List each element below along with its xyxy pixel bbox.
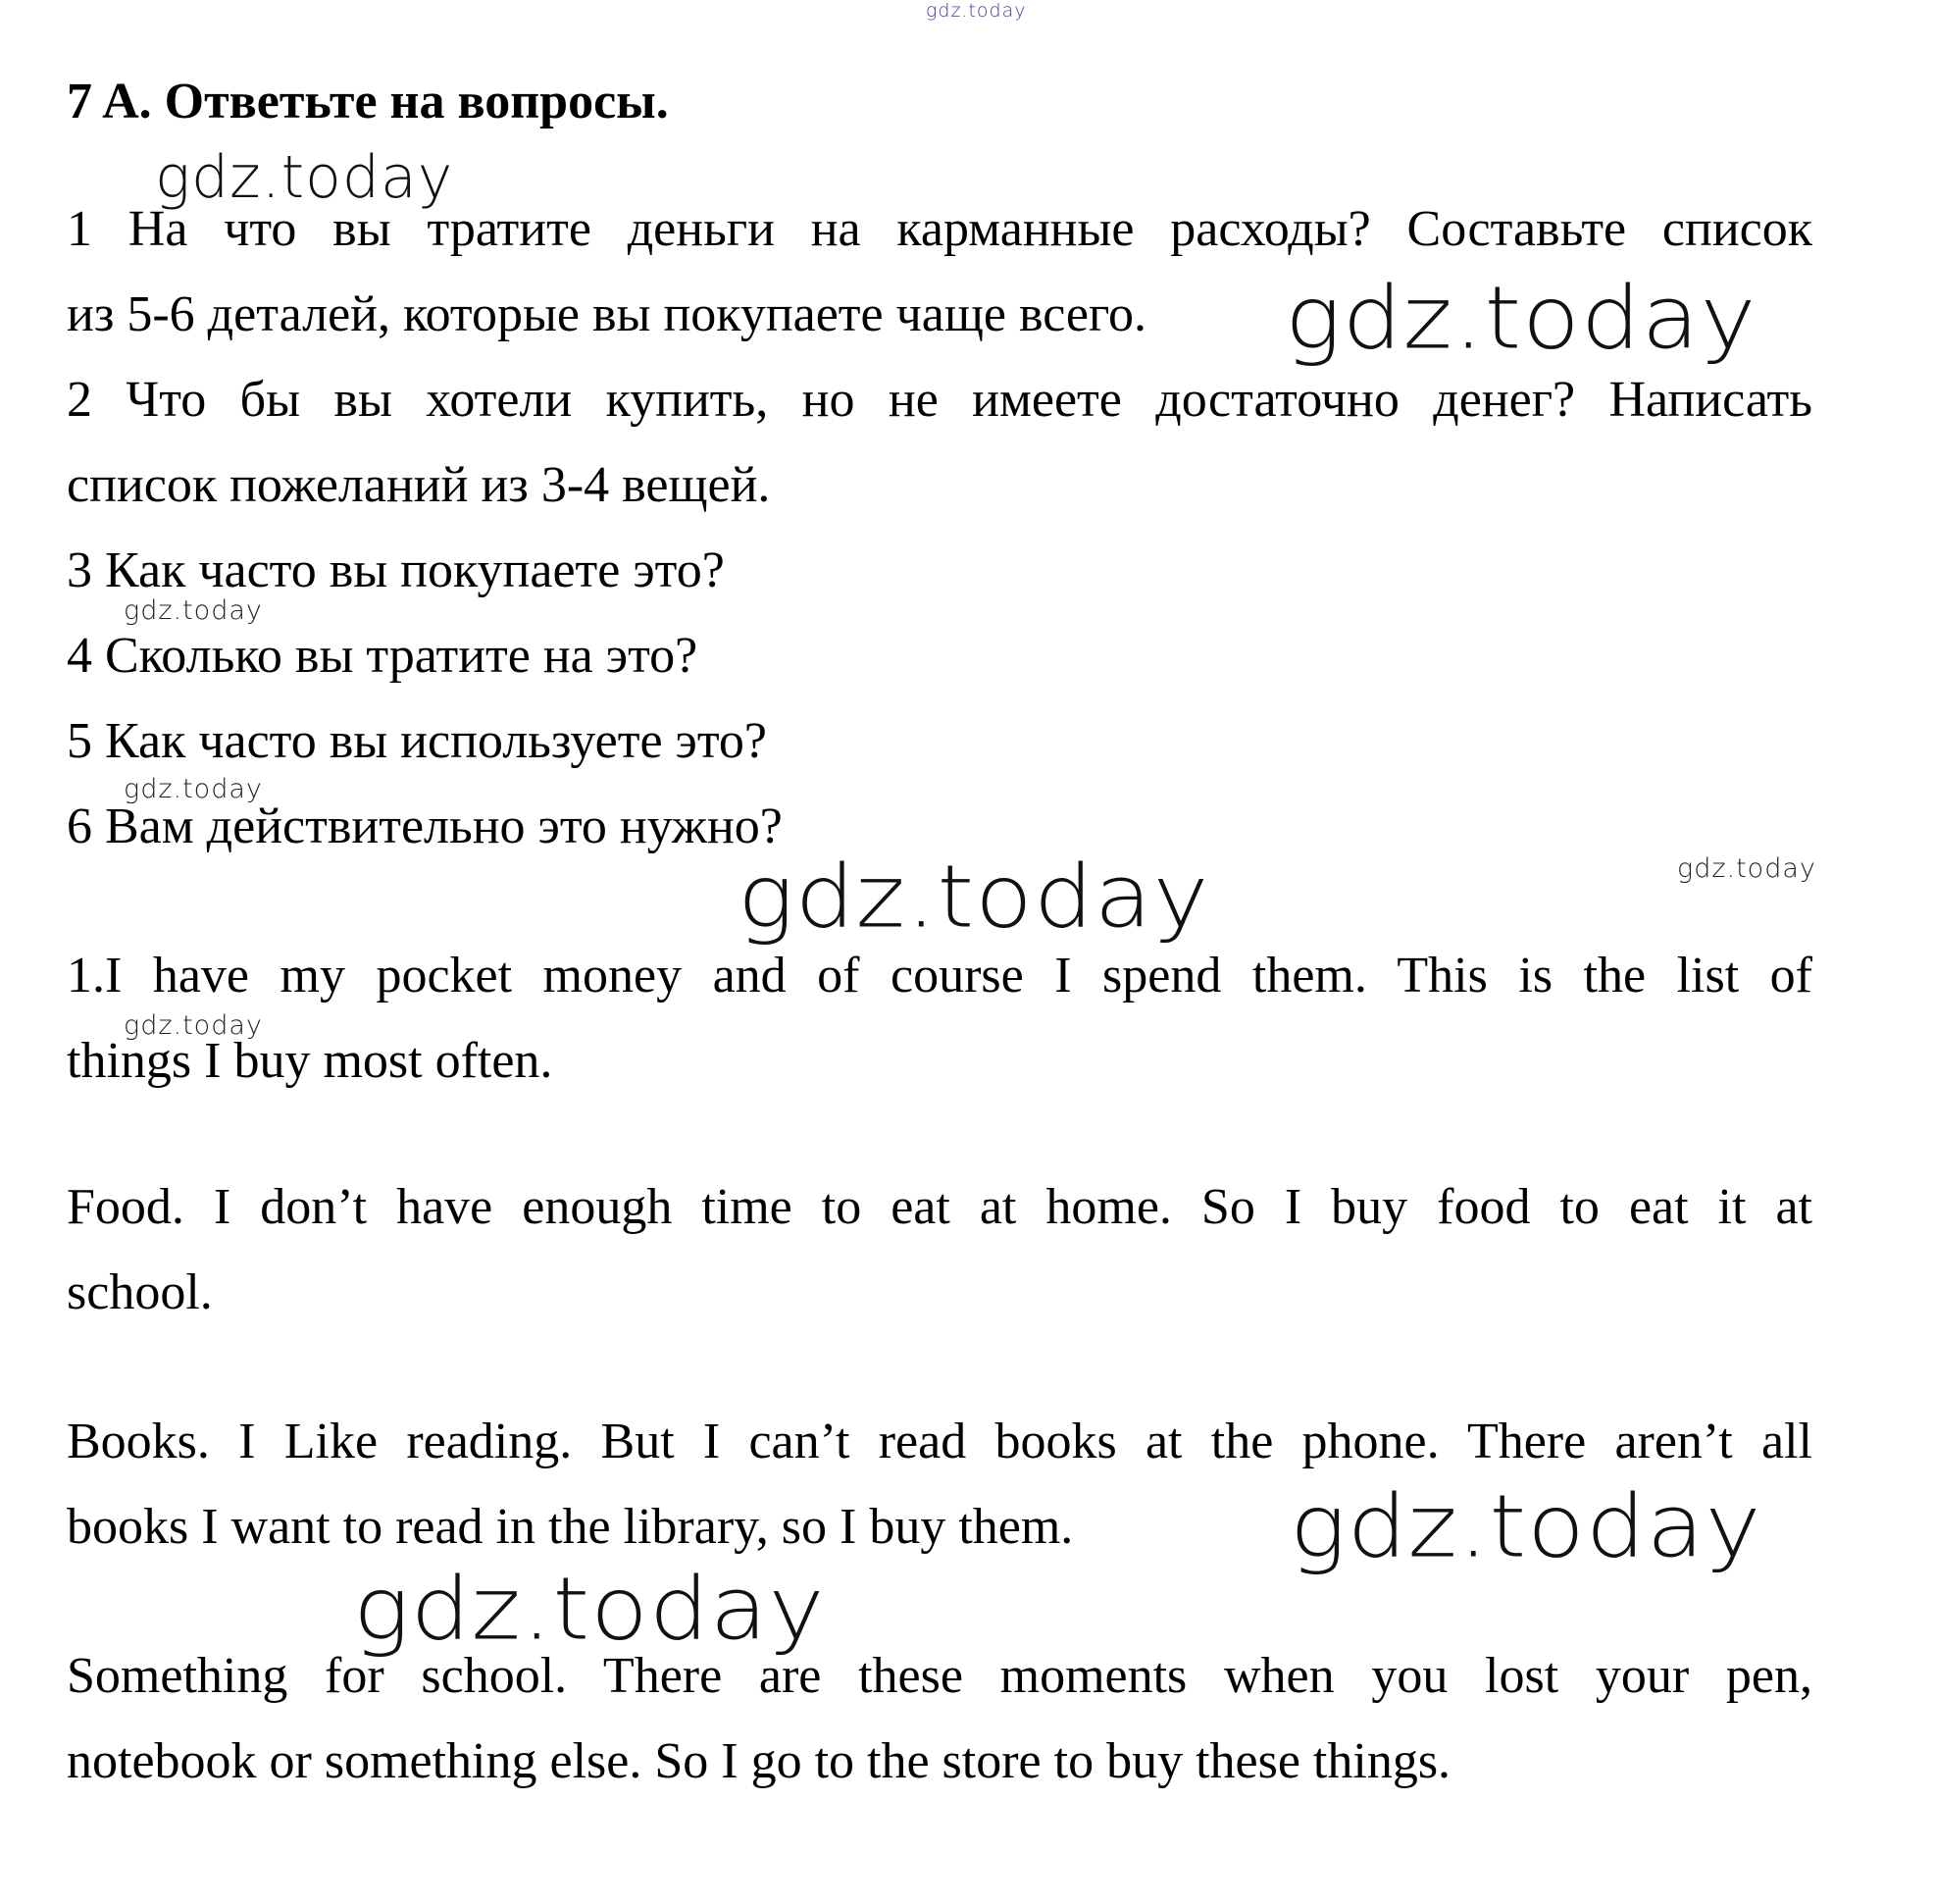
question-5: 5 Как часто вы используете это? <box>67 713 767 769</box>
question-2-line-1: 2 Что бы вы хотели купить, но не имеете достаточно денег? Написать <box>67 372 1812 428</box>
answer-school-line-1: Something for school. There are these moments when you lost your pen, <box>67 1648 1812 1704</box>
watermark-7: gdz.today <box>124 1010 263 1041</box>
answer-books-line-1: Books. I Like reading. But I can’t read books at the phone. There aren’t all <box>67 1414 1812 1469</box>
watermark-top: gdz.today <box>926 0 1027 22</box>
watermark-6: gdz.today <box>738 846 1210 948</box>
question-6: 6 Вам действительно это нужно? <box>67 798 783 854</box>
question-2-line-2: список пожеланий из 3-4 вещей. <box>67 457 771 513</box>
watermark-2: gdz.today <box>1285 267 1757 369</box>
question-1-line-2: из 5-6 деталей, которые вы покупаете чаще всего. <box>67 286 1147 342</box>
answer-food-line-2: school. <box>67 1264 213 1320</box>
watermark-9: gdz.today <box>353 1558 826 1660</box>
watermark-3: gdz.today <box>124 595 263 626</box>
question-1-line-1: 1 На что вы тратите деньги на карманные расходы? Составьте список <box>67 201 1812 257</box>
watermark-8: gdz.today <box>1290 1475 1762 1577</box>
watermark-5: gdz.today <box>1677 853 1816 884</box>
answer-1-line-1: 1.I have my pocket money and of course I spend them. This is the list of <box>67 948 1812 1003</box>
answer-books-line-2: books I want to read in the library, so I buy them. <box>67 1499 1074 1555</box>
answer-1-line-2: things I buy most often. <box>67 1033 553 1089</box>
answer-food-line-1: Food. I don’t have enough time to eat at home. So I buy food to eat it at <box>67 1179 1812 1235</box>
watermark-4: gdz.today <box>124 774 263 804</box>
task-title: 7 A. Ответьте на вопросы. <box>67 74 669 129</box>
answer-school-line-2: notebook or something else. So I go to the store to buy these things. <box>67 1733 1451 1789</box>
question-4: 4 Сколько вы тратите на это? <box>67 628 698 684</box>
question-3: 3 Как часто вы покупаете это? <box>67 542 725 598</box>
watermark-1: gdz.today <box>155 143 454 212</box>
